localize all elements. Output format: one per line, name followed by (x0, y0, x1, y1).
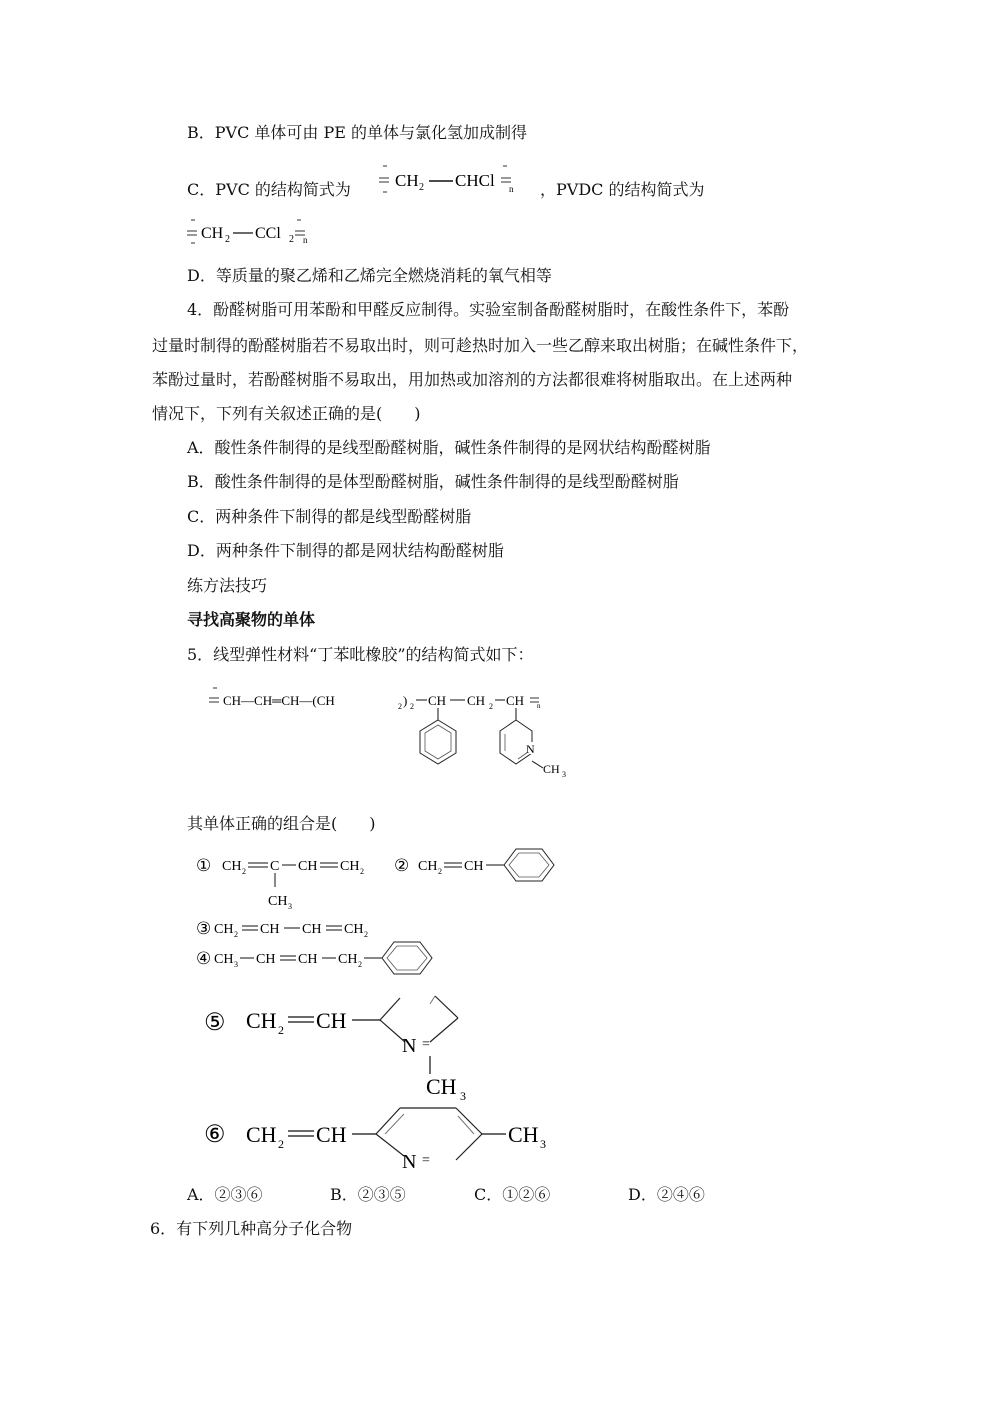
svg-text:2: 2 (410, 702, 414, 711)
pvc-n: n (509, 184, 514, 194)
svg-text:CH: CH (298, 859, 318, 874)
svg-text:CH: CH (302, 922, 322, 937)
q4-option-a: A．酸性条件制得的是线型酚醛树脂，碱性条件制得的是网状结构酚醛树脂 (187, 438, 711, 457)
monomer-5 (200, 990, 500, 1103)
svg-text:CH: CH (298, 952, 318, 967)
svg-text:2: 2 (242, 867, 246, 876)
section-title: 寻找高聚物的单体 (187, 610, 316, 629)
svg-text:): ) (403, 693, 408, 708)
polymer-ch-1: CH (428, 693, 447, 708)
svg-text:⑤: ⑤ (204, 1010, 226, 1036)
q5-options-row (187, 1185, 787, 1205)
svg-text:2: 2 (358, 960, 362, 969)
svg-text:2: 2 (364, 930, 368, 939)
pvdc-sub2b: 2 (289, 234, 294, 245)
q5-option-a: A．②③⑥ (187, 1185, 263, 1204)
svg-text:CH—CH═CH—(CH: CH—CH═CH—(CH (223, 693, 335, 708)
svg-text:CH: CH (214, 952, 234, 967)
svg-text:2: 2 (398, 702, 402, 711)
svg-text:CH: CH (316, 1008, 347, 1033)
svg-text:2: 2 (278, 1023, 284, 1037)
svg-text:2: 2 (278, 1137, 284, 1151)
monomer-1-2 (192, 845, 572, 915)
q5-option-d: D．②④⑥ (628, 1185, 705, 1204)
q4-stem-line-3: 苯酚过量时，若酚醛树脂不易取出，用加热或加溶剂的方法都很难将树脂取出。在上述两种 (152, 370, 793, 389)
polymer-ch2-2: CH (467, 693, 486, 708)
svg-text:④: ④ (196, 949, 212, 968)
pvc-structure (375, 160, 535, 200)
svg-text:2: 2 (438, 867, 442, 876)
svg-text:CH: CH (246, 1122, 277, 1147)
pvdc-structure (185, 215, 325, 249)
svg-text:2: 2 (489, 702, 493, 711)
pvdc-n: n (303, 235, 308, 245)
q4-stem-line-2: 过量时制得的酚醛树脂若不易取出时，则可趁热时加入一些乙醇来取出树脂；在碱性条件下， (152, 336, 809, 355)
svg-text:n: n (537, 702, 541, 710)
q3-option-c-mid: ，PVDC 的结构简式为 (540, 180, 705, 199)
practice-title: 练方法技巧 (187, 576, 268, 595)
polymer-n-atom: N (526, 742, 535, 756)
svg-text:CH: CH (344, 922, 364, 937)
q5-option-b: B．②③⑤ (330, 1185, 406, 1204)
svg-text:CH: CH (316, 1122, 347, 1147)
pvc-sub2: 2 (419, 182, 424, 193)
q4-option-c: C．两种条件下制得的都是线型酚醛树脂 (187, 507, 472, 526)
monomer-3 (192, 915, 392, 941)
q4-stem-line-4: 情况下，下列有关叙述正确的是( ) (152, 404, 421, 423)
svg-text:2: 2 (360, 867, 364, 876)
pvdc-ccl: CCl (255, 225, 281, 242)
monomer-5-n-atom: N (402, 1035, 417, 1057)
svg-text:CH: CH (268, 894, 288, 909)
svg-text:CH: CH (338, 952, 358, 967)
svg-text:2: 2 (234, 930, 238, 939)
svg-text:CH: CH (426, 1074, 457, 1099)
pvdc-ch2: CH (201, 225, 224, 242)
svg-text:3: 3 (562, 770, 566, 779)
svg-text:3: 3 (460, 1089, 466, 1103)
polymer-structure (205, 680, 585, 790)
monomer-6 (200, 1100, 546, 1175)
pvdc-sub2: 2 (225, 234, 230, 245)
q6-stem: 6．有下列几种高分子化合物 (150, 1219, 353, 1238)
q3-option-b: B．PVC 单体可由 PE 的单体与氯化氢加成制得 (187, 123, 528, 142)
svg-text:CH: CH (340, 859, 360, 874)
q4-option-d: D．两种条件下制得的都是网状结构酚醛树脂 (187, 541, 504, 560)
svg-text:CH: CH (214, 922, 234, 937)
svg-text:②: ② (394, 856, 410, 875)
q5-stem: 5．线型弹性材料“丁苯吡橡胶”的结构简式如下： (187, 645, 534, 664)
svg-text:=: = (422, 1037, 430, 1052)
polymer-ch3: CH (543, 762, 560, 776)
pvc-chcl: CHCl (455, 171, 495, 190)
q4-stem-line-1: 4．酚醛树脂可用苯酚和甲醛反应制得。实验室制备酚醛树脂时，在酸性条件下，苯酚 (187, 300, 790, 319)
svg-text:CH: CH (464, 859, 484, 874)
svg-text:CH: CH (508, 1122, 539, 1147)
q5-option-c: C．①②⑥ (474, 1185, 551, 1204)
q5-monomer-prompt: 其单体正确的组合是( ) (187, 814, 376, 833)
svg-text:=: = (422, 1153, 430, 1168)
svg-text:CH: CH (418, 859, 438, 874)
svg-text:3: 3 (234, 960, 238, 969)
q3-option-c-prefix: C．PVC 的结构简式为 (187, 180, 351, 199)
svg-text:CH: CH (222, 859, 242, 874)
svg-text:3: 3 (540, 1137, 546, 1151)
svg-text:①: ① (196, 856, 212, 875)
svg-text:3: 3 (288, 902, 292, 911)
svg-text:③: ③ (196, 919, 212, 938)
svg-text:CH: CH (260, 922, 280, 937)
polymer-ch-2: CH (506, 693, 525, 708)
svg-text:⑥: ⑥ (204, 1122, 226, 1148)
pvc-ch2: CH (395, 171, 419, 190)
q3-option-d: D．等质量的聚乙烯和乙烯完全燃烧消耗的氧气相等 (187, 266, 552, 285)
monomer-6-n-atom: N (402, 1151, 417, 1173)
svg-text:C: C (270, 859, 280, 874)
svg-text:CH: CH (256, 952, 276, 967)
monomer-4 (192, 940, 452, 980)
svg-text:CH: CH (246, 1008, 277, 1033)
q4-option-b: B．酸性条件制得的是体型酚醛树脂，碱性条件制得的是线型酚醛树脂 (187, 472, 679, 491)
